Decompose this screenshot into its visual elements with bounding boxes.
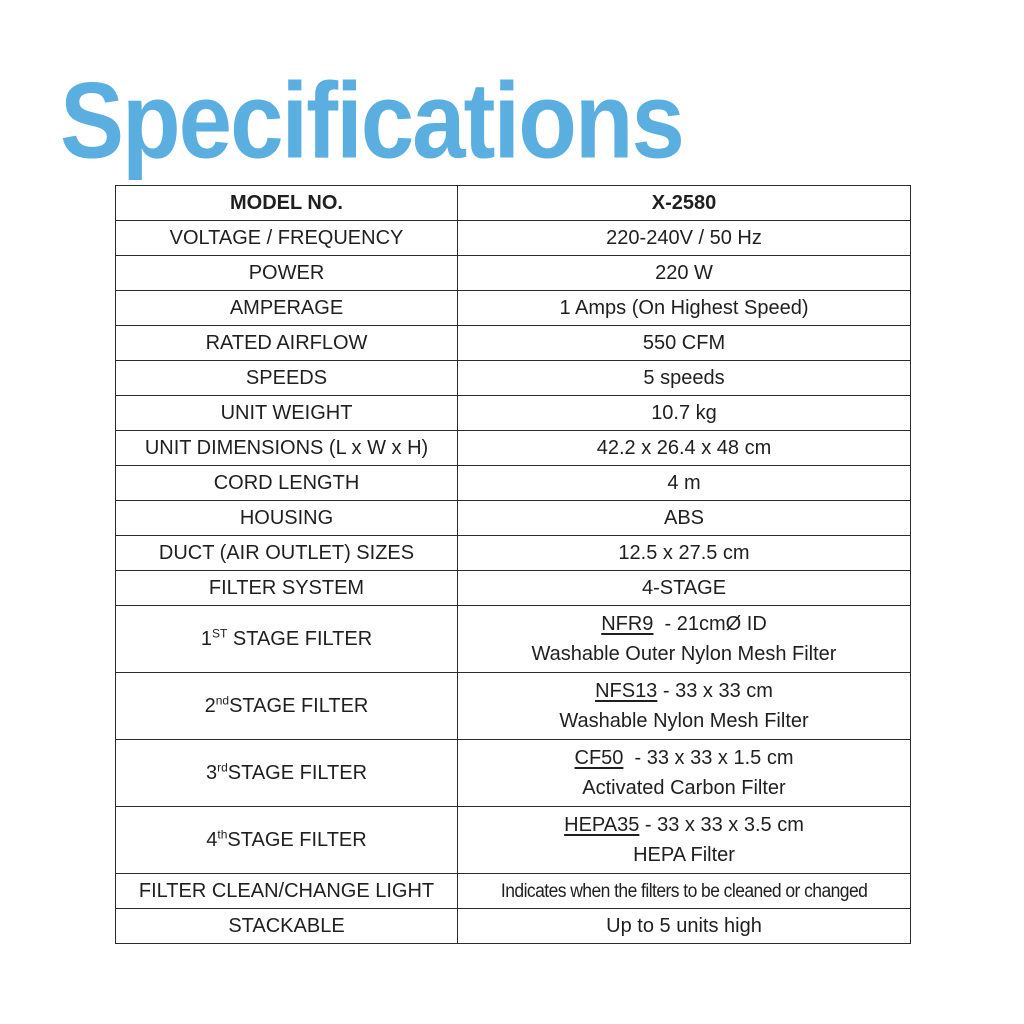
table-row: [116, 256, 911, 291]
table-row: [116, 571, 911, 606]
filter-code: NFR9: [601, 613, 654, 635]
spec-value: 4 m: [458, 466, 911, 501]
filter-stage-label: [116, 807, 458, 874]
specifications-table: [115, 185, 911, 944]
spec-value: Up to 5 units high: [458, 909, 911, 944]
filter-code: HEPA35: [564, 814, 640, 836]
filter-code: NFS13: [595, 680, 658, 702]
filter-stage-value: [458, 673, 911, 740]
stage-ordinal-suffix: th: [217, 826, 228, 841]
filter-description: Washable Nylon Mesh Filter: [559, 710, 809, 732]
filter-stage-row: [116, 606, 911, 673]
model-label: MODEL NO.: [116, 186, 458, 221]
filter-stage-value: [458, 807, 911, 874]
filter-spec: - 33 x 33 x 1.5 cm: [623, 747, 794, 769]
spec-label: STACKABLE: [116, 909, 458, 944]
spec-value: 5 speeds: [458, 361, 911, 396]
stage-label-text: STAGE FILTER: [229, 694, 369, 717]
stage-ordinal-suffix: rd: [217, 759, 228, 774]
spec-label: VOLTAGE / FREQUENCY: [116, 221, 458, 256]
filter-stage-row: [116, 673, 911, 740]
table-row: [116, 536, 911, 571]
filter-spec: - 33 x 33 x 3.5 cm: [639, 814, 804, 836]
table-row: [116, 909, 911, 944]
stage-ordinal-suffix: ST: [211, 625, 228, 640]
table-row: [116, 291, 911, 326]
spec-label: UNIT WEIGHT: [116, 396, 458, 431]
spec-value-text: Indicates when the filters to be cleaned or changed: [500, 880, 868, 902]
spec-label: CORD LENGTH: [116, 466, 458, 501]
spec-label: FILTER SYSTEM: [116, 571, 458, 606]
spec-value: 220 W: [458, 256, 911, 291]
filter-description: Washable Outer Nylon Mesh Filter: [531, 643, 837, 665]
spec-value: 550 CFM: [458, 326, 911, 361]
filter-spec: - 21cmØ ID: [653, 613, 767, 635]
spec-value: 12.5 x 27.5 cm: [458, 536, 911, 571]
stage-number: 3: [205, 761, 218, 784]
model-value: X-2580: [458, 186, 911, 221]
spec-value: 4-STAGE: [458, 571, 911, 606]
filter-stage-label: [116, 673, 458, 740]
spec-label: UNIT DIMENSIONS (L x W x H): [116, 431, 458, 466]
spec-label: HOUSING: [116, 501, 458, 536]
spec-value: 42.2 x 26.4 x 48 cm: [458, 431, 911, 466]
filter-stage-value: [458, 606, 911, 673]
stage-label-text: STAGE FILTER: [227, 828, 367, 851]
spec-label: RATED AIRFLOW: [116, 326, 458, 361]
spec-value: ABS: [458, 501, 911, 536]
table-row: [116, 361, 911, 396]
table-header-row: [116, 186, 911, 221]
filter-stage-label: [116, 606, 458, 673]
filter-description: HEPA Filter: [633, 844, 735, 866]
spec-value: [458, 874, 911, 909]
spec-value: 220-240V / 50 Hz: [458, 221, 911, 256]
table-row: [116, 396, 911, 431]
filter-stage-value: [458, 740, 911, 807]
spec-label: AMPERAGE: [116, 291, 458, 326]
stage-label-text: STAGE FILTER: [227, 761, 368, 784]
stage-number: 4: [206, 828, 218, 851]
table-row: [116, 466, 911, 501]
filter-stage-row: [116, 740, 911, 807]
filter-code: CF50: [574, 747, 624, 769]
stage-number: 1: [200, 627, 212, 650]
spec-label: DUCT (AIR OUTLET) SIZES: [116, 536, 458, 571]
stage-label-text: STAGE FILTER: [232, 627, 373, 650]
filter-description: Activated Carbon Filter: [582, 777, 786, 799]
table-row: [116, 501, 911, 536]
stage-ordinal-suffix: nd: [215, 692, 230, 707]
spec-value: 10.7 kg: [458, 396, 911, 431]
table-row: [116, 431, 911, 466]
table-row: [116, 874, 911, 909]
table-row: [116, 221, 911, 256]
filter-stage-label: [116, 740, 458, 807]
filter-stage-row: [116, 807, 911, 874]
stage-number: 2: [204, 694, 216, 717]
spec-label: SPEEDS: [116, 361, 458, 396]
spec-label: POWER: [116, 256, 458, 291]
page-title: Specifications: [60, 61, 683, 181]
spec-value: 1 Amps (On Highest Speed): [458, 291, 911, 326]
filter-spec: - 33 x 33 cm: [657, 680, 773, 702]
spec-label: FILTER CLEAN/CHANGE LIGHT: [116, 874, 458, 909]
table-row: [116, 326, 911, 361]
